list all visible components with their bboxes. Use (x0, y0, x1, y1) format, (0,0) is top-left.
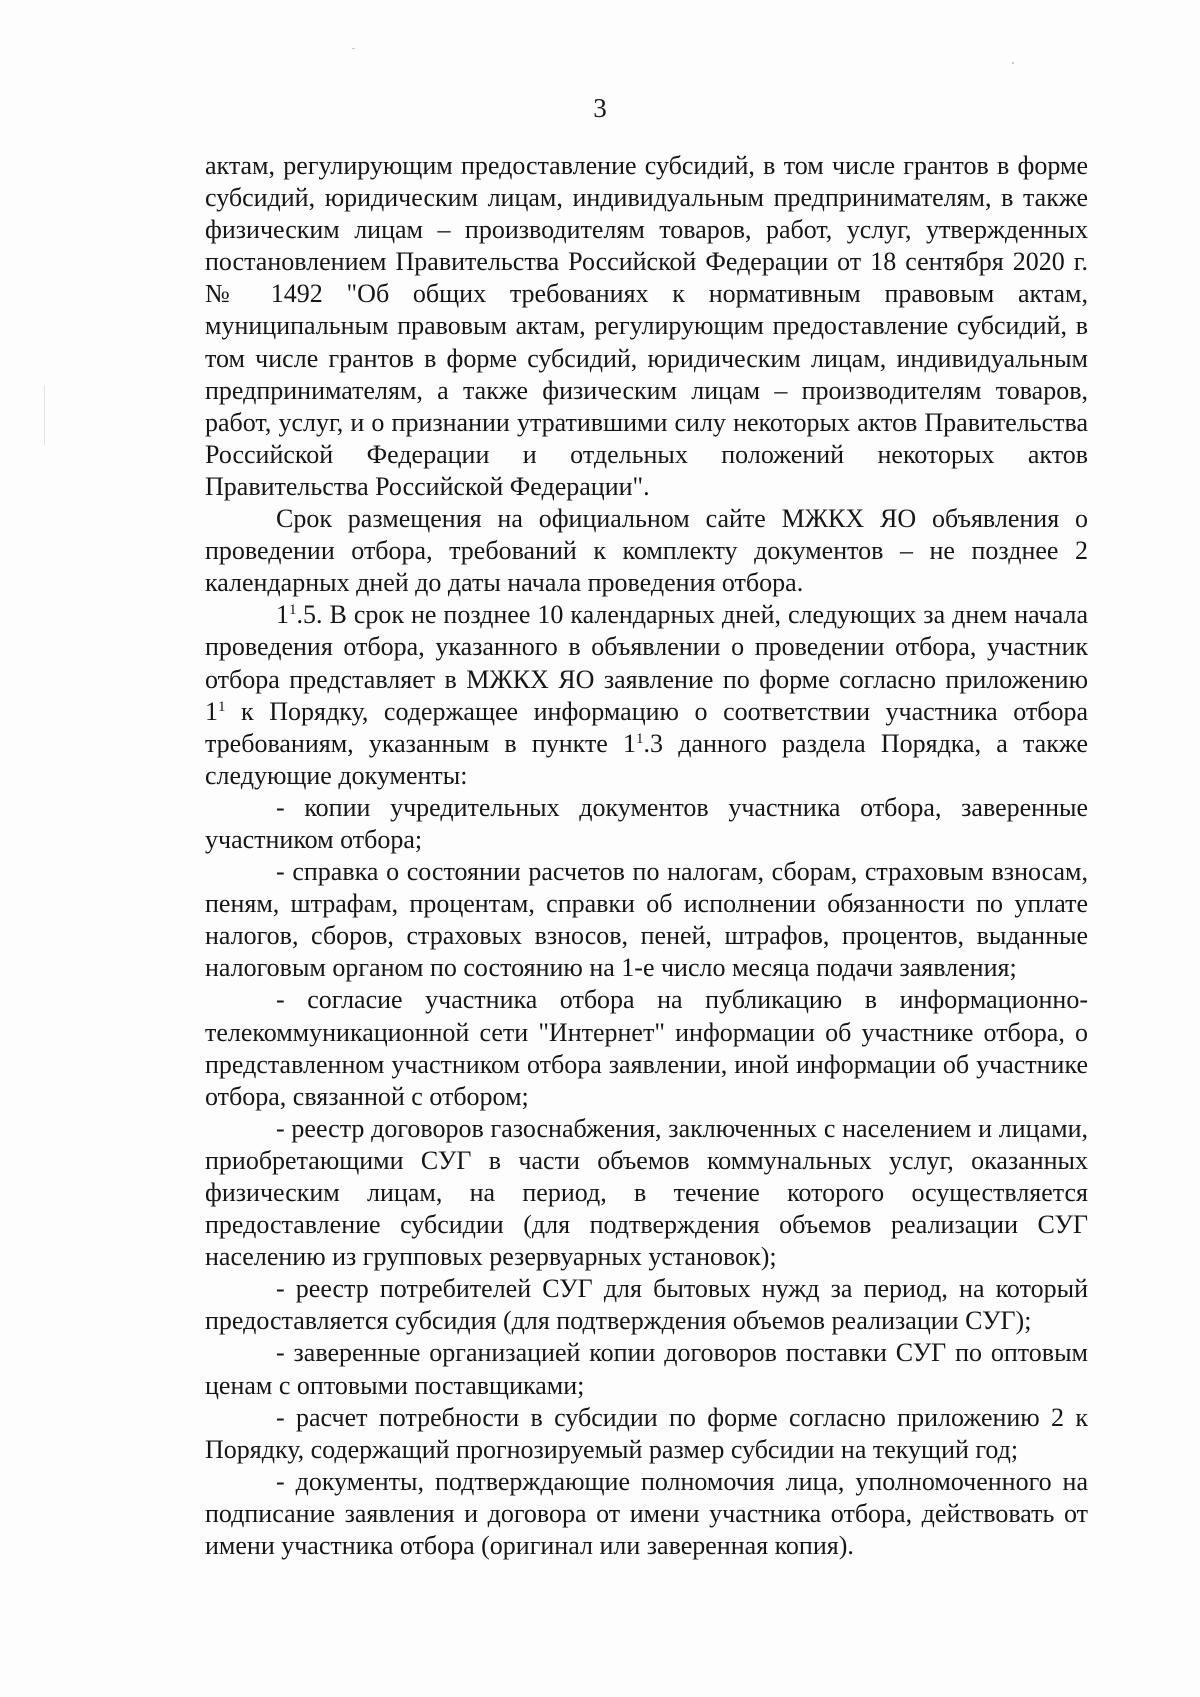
paragraph-text: .3 данного раздела Порядка, а также следующие документы: (205, 728, 1088, 790)
paragraph: Срок размещения на официальном сайте МЖКХ ЯО объявления о проведении отбора, требований к комплекту документов – не позднее 2 календарных дней до даты начала проведения отбора. (205, 504, 1088, 598)
list-item: - копии учредительных документов участника отбора, заверенные участником отбора; (205, 792, 1088, 854)
clause-superscript: 1 (636, 730, 644, 747)
list-item: - документы, подтверждающие полномочия лица, уполномоченного на подписание заявления и договора от имени участника отбора, действовать от имени участника отбора (оригинал или заверенная копия). (205, 1466, 1088, 1561)
paragraph-item-1-1-5 (205, 599, 1088, 792)
list-item: - справка о состоянии расчетов по налогам, сборам, страховым взносам, пеням, штрафам, процентам, справки об исполнении обязанности по уплате налогов, сборов, страховых взносов, пеней, штрафов, процентов, выданные налоговым органом по состоянию на 1-е число месяца подачи заявления; (205, 857, 1088, 983)
item-number: 1 (276, 600, 289, 630)
list-item: - реестр договоров газоснабжения, заключенных с населением и лицами, приобретающими СУГ в части объемов коммунальных услуг, оказанных физическим лицам, на период, в течение которого осуществляется предоставление субсидии (для подтверждения объемов реализации СУГ населению из групповых резервуарных установок); (205, 1113, 1088, 1272)
scan-artifact-top (352, 48, 355, 49)
list-item: - расчет потребности в субсидии по форме согласно приложению 2 к Порядку, содержащий прогнозируемый размер субсидии на текущий год; (205, 1402, 1088, 1464)
paragraph-text: к Порядку, содержащее информацию о соответствии участника отбора требованиям, указанным в пункте 1 (205, 696, 1088, 758)
scan-artifact-top-right (1012, 62, 1014, 64)
list-item: - реестр потребителей СУГ для бытовых нужд за период, на который предоставляется субсидия (для подтверждения объемов реализации СУГ); (205, 1274, 1088, 1336)
appendix-superscript: 1 (218, 698, 226, 715)
list-item: - согласие участника отбора на публикацию в информационно-телекоммуникационной сети "Интернет" информации об участнике отбора, о представленном участником отбора заявлении, иной информации об участнике отбора, связанной с отбором; (205, 985, 1088, 1111)
list-item: - заверенные организацией копии договоров поставки СУГ по оптовым ценам с оптовыми поставщиками; (205, 1338, 1088, 1400)
paragraph: актам, регулирующим предоставление субсидий, в том числе грантов в форме субсидий, юридическим лицам, индивидуальным предпринимателям, в также физическим лицам – производителям товаров, работ, услуг, утвержденных постановлением Правительства Российской Федерации от 18 сентября 2020 г. № 1492 "Об общих требованиях к нормативным правовым актам, муниципальным правовым актам, регулирующим предоставление субсидий, в том числе грантов в форме субсидий, юридическим лицам, индивидуальным предпринимателям, а также физическим лицам – производителям товаров, работ, услуг, и о признании утратившими силу некоторых актов Правительства Российской Федерации и отдельных положений некоторых актов Правительства Российской Федерации". (205, 151, 1088, 501)
item-number-suffix: .5. (296, 600, 323, 630)
item-number-superscript: 1 (289, 602, 297, 619)
document-body (205, 150, 1088, 1562)
page-number: 3 (593, 93, 607, 123)
paragraph-text: В срок не позднее 10 календарных дней, следующих за днем начала проведения отбора, указанного в объявлении о проведении отбора, участник отбора представляет в МЖКХ ЯО заявление по форме согласно приложению 1 (205, 600, 1088, 726)
scan-artifact-left (44, 385, 45, 445)
